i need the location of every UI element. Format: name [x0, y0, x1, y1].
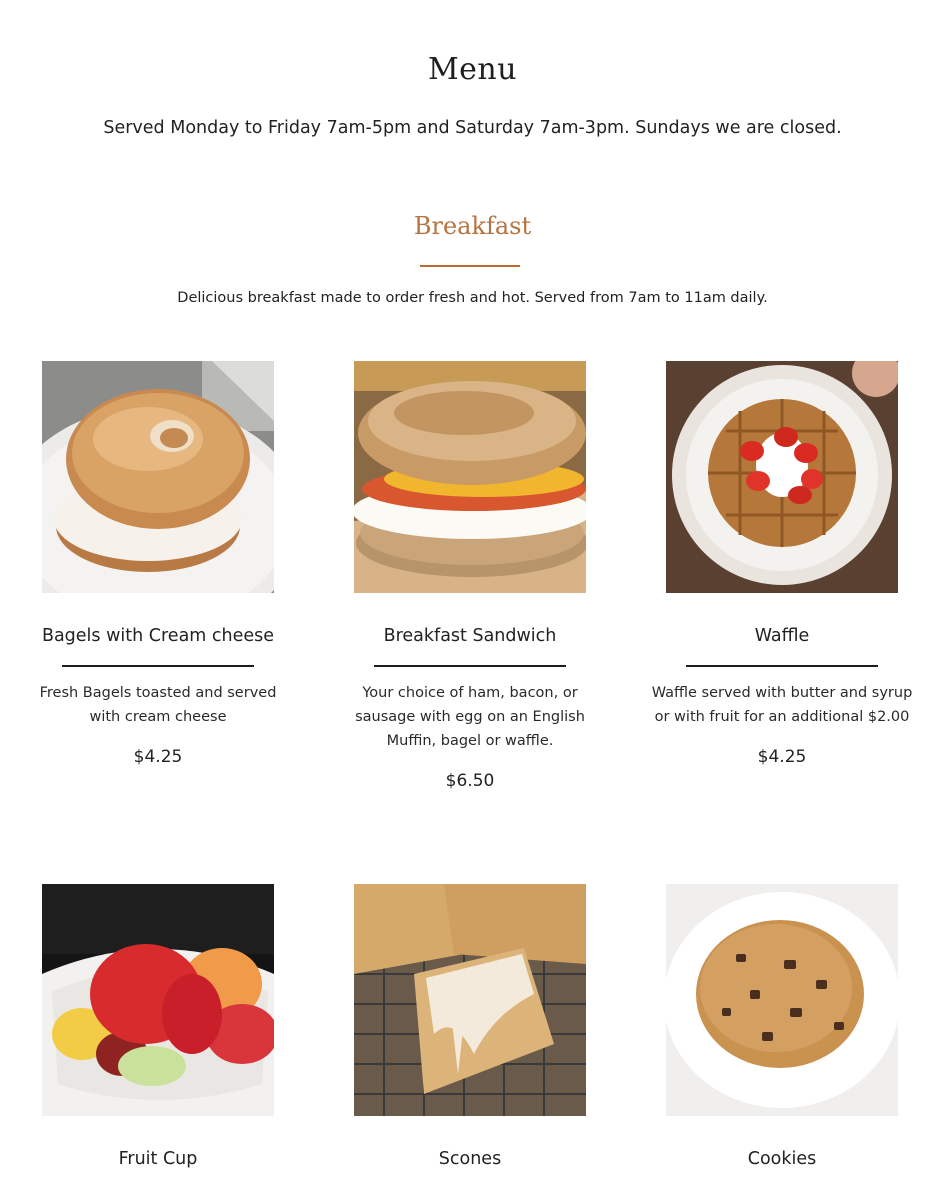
page-title: Menu — [427, 52, 518, 87]
scone-photo[interactable] — [354, 884, 586, 1116]
menu-item-fruit-cup — [13, 884, 303, 1171]
cookie-photo[interactable] — [666, 884, 898, 1116]
section-divider — [420, 265, 520, 267]
item-divider — [374, 665, 566, 667]
section-description: Delicious breakfast made to order fresh and hot. Served from 7am to 11am daily. — [177, 290, 768, 306]
item-name: Scones — [438, 1149, 502, 1169]
item-divider — [62, 665, 254, 667]
item-name: Bagels with Cream cheese — [41, 626, 275, 646]
fruit-cup-photo[interactable] — [42, 884, 274, 1116]
menu-item-breakfast-sandwich — [325, 361, 615, 791]
bagel-photo[interactable] — [42, 361, 274, 593]
menu-item-waffle — [637, 361, 927, 767]
item-description: Your choice of ham, bacon, or sausage with egg on an English Muffin, bagel or waffle. — [355, 685, 585, 749]
item-description: Waffle served with butter and syrup or with fruit for an additional $2.00 — [651, 685, 913, 725]
item-name: Breakfast Sandwich — [383, 626, 557, 646]
item-name: Cookies — [747, 1149, 817, 1169]
item-divider — [686, 665, 878, 667]
menu-item-scones — [325, 884, 615, 1171]
breakfast-sandwich-photo[interactable] — [354, 361, 586, 593]
menu-item-bagels — [13, 361, 303, 767]
item-price: $4.25 — [133, 747, 183, 767]
item-price: $4.25 — [757, 747, 807, 767]
item-price: $6.50 — [445, 771, 495, 791]
item-description: Fresh Bagels toasted and served with cream cheese — [39, 685, 277, 725]
menu-item-cookies — [637, 884, 927, 1171]
waffle-photo[interactable] — [666, 361, 898, 593]
item-name: Fruit Cup — [118, 1149, 198, 1169]
section-title-breakfast: Breakfast — [413, 212, 532, 240]
item-name: Waffle — [754, 626, 810, 646]
opening-hours: Served Monday to Friday 7am-5pm and Saturday 7am-3pm. Sundays we are closed. — [103, 118, 842, 138]
